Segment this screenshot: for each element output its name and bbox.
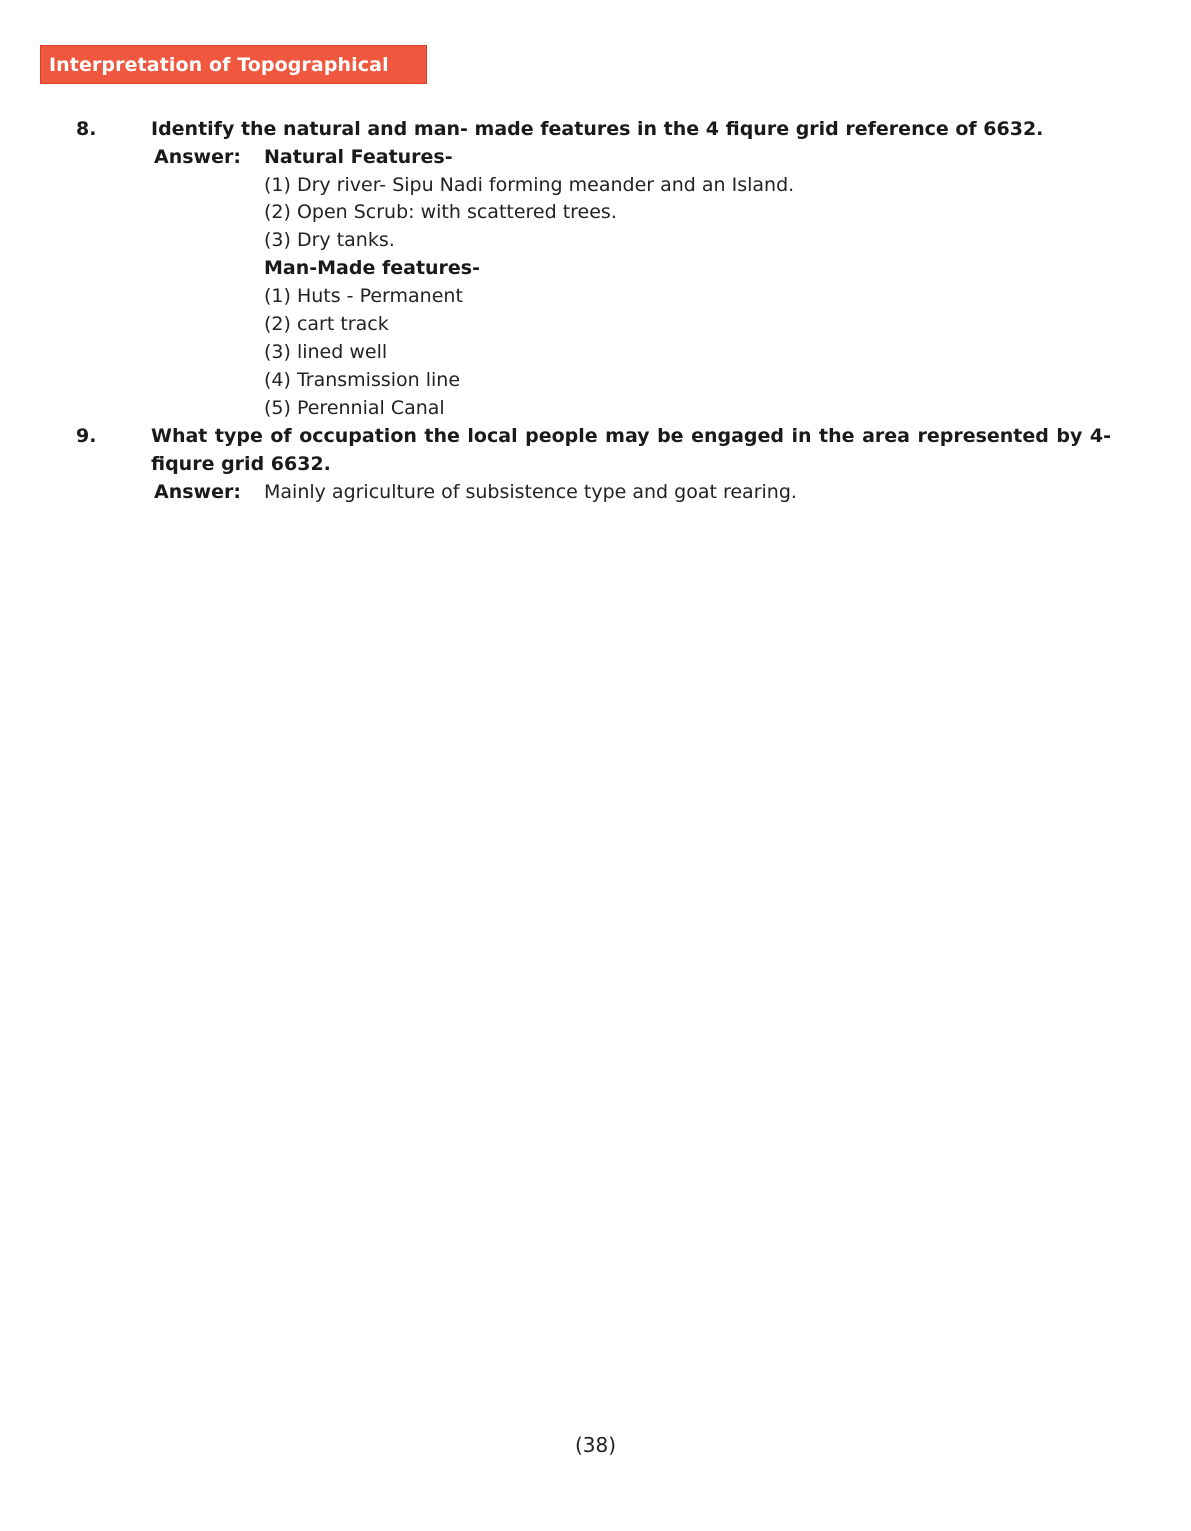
question-text: What type of occupation the local people may be engaged in the area represented by 4-fiqure grid 6632. — [151, 425, 1111, 475]
list-item: (3) lined well — [264, 341, 388, 363]
list-item: (2) cart track — [264, 313, 389, 335]
manmade-features-heading: Man-Made features- — [264, 257, 481, 279]
question-number: 8. — [76, 118, 97, 140]
list-item: (2) Open Scrub: with scattered trees. — [264, 201, 617, 223]
answer-label: Answer: — [154, 481, 241, 503]
section-header-tab: Interpretation of Topographical Maps — [40, 45, 427, 84]
list-item: (1) Huts - Permanent — [264, 285, 463, 307]
answer-text: Mainly agriculture of subsistence type and goat rearing. — [264, 481, 797, 503]
question-number: 9. — [76, 425, 97, 447]
page-number: (38) — [574, 1433, 617, 1457]
question-text: Identify the natural and man- made features in the 4 fiqure grid reference of 6632. — [151, 118, 1044, 140]
list-item: (1) Dry river- Sipu Nadi forming meander and an Island. — [264, 174, 795, 196]
list-item: (4) Transmission line — [264, 369, 461, 391]
natural-features-heading: Natural Features- — [264, 146, 453, 168]
answer-label: Answer: — [154, 146, 241, 168]
list-item: (5) Perennial Canal — [264, 397, 445, 419]
list-item: (3) Dry tanks. — [264, 229, 395, 251]
